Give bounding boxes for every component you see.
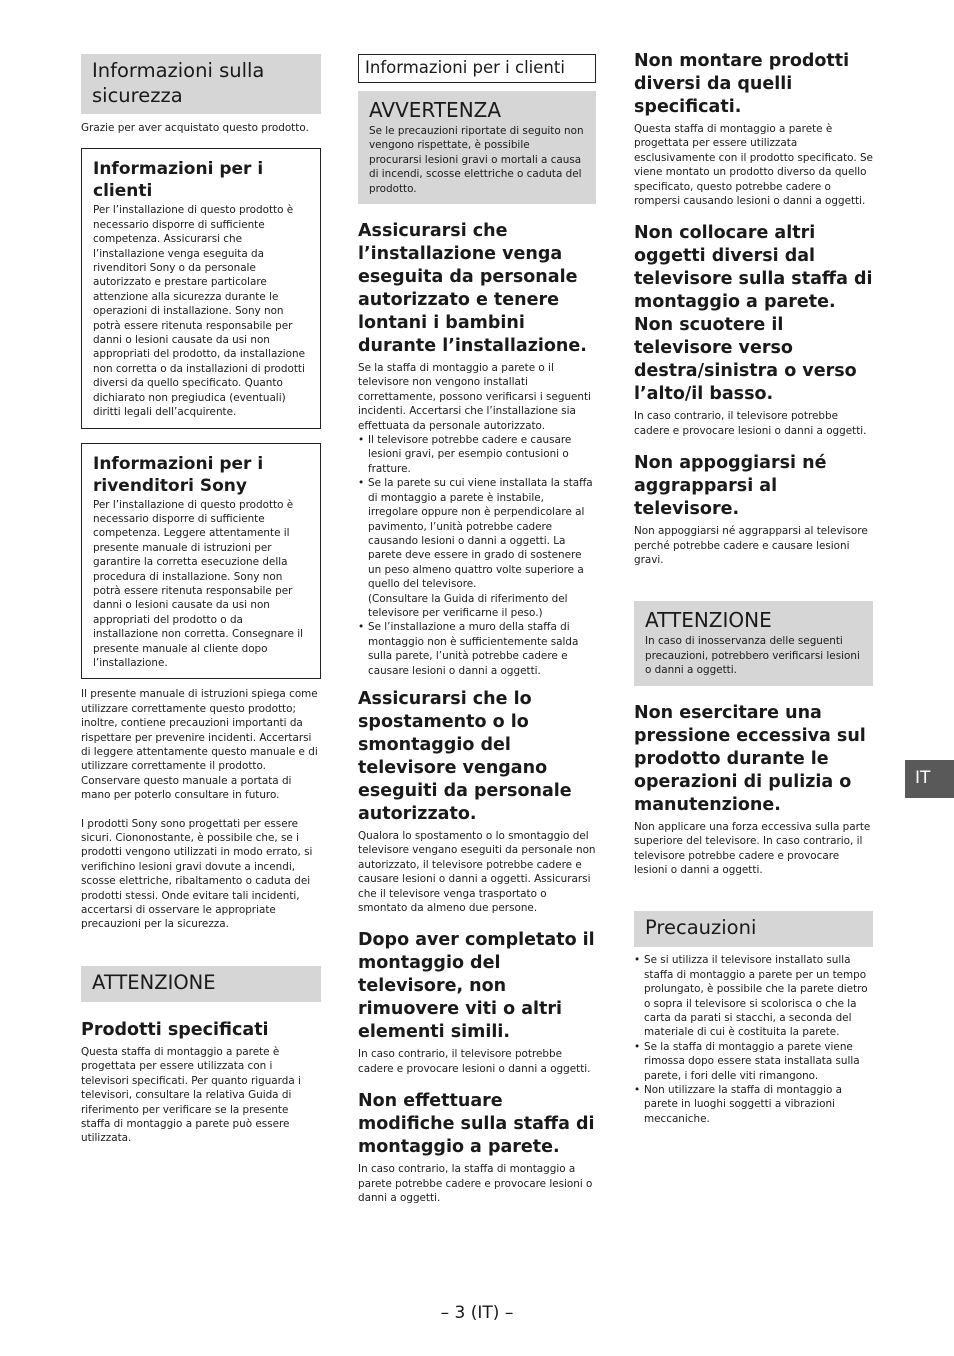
heading-no-other-objects: Non collocare altri oggetti diversi dal televisore sulla staffa di montaggio a parete. bbox=[634, 223, 873, 313]
language-tab-label: IT bbox=[915, 768, 931, 788]
language-tab bbox=[905, 760, 954, 798]
box-info-customers bbox=[81, 148, 321, 428]
heading-no-pressure: Non esercitare una pressione eccessiva sul prodotto durante le operazioni di pulizia o manutenzione. bbox=[634, 702, 866, 815]
intro-text: Grazie per aver acquistato questo prodotto. bbox=[81, 122, 309, 134]
paragraph-sony-safety: I prodotti Sony sono progettati per essere sicuri. Ciononostante, è possibile che, se i prodotti vengono utilizzati in modo errato, si verifichino lesioni gravi dovute a incendi, scosse elettriche, ribaltamento o caduta dei prodotti stessi. Onde evitare tali incidenti, accertarsi di osservare le appropriate precauzioni per la sicurezza. bbox=[81, 817, 313, 931]
list-item: • Se l’installazione a muro della staffa di montaggio non è sufficientemente salda sulla parete, l’unità potrebbe cadere e causare lesioni o danni a oggetti. bbox=[358, 620, 596, 678]
attention-header-left: ATTENZIONE bbox=[81, 966, 321, 1002]
attention-title-right: ATTENZIONE bbox=[645, 608, 772, 633]
text-no-pressure: Non applicare una forza eccessiva sulla parte superiore del televisore. In caso contrario, il televisore potrebbe cadere e provocare lesioni o danni a oggetti. bbox=[634, 820, 871, 876]
list-item: • Se la staffa di montaggio a parete viene rimossa dopo essere stata installata sulla parete, i fori delle viti rimangono. bbox=[634, 1040, 873, 1083]
list-item: • Non utilizzare la staffa di montaggio a parete in luoghi soggetti a vibrazioni meccaniche. bbox=[634, 1083, 873, 1126]
text-no-other-products: Questa staffa di montaggio a parete è progettata per essere utilizzata esclusivamente con il prodotto specificato. Se viene montato un prodotto diverso da quello specificato, questo potrebbe cadere o rompersi causando lesioni o danni a oggetti. bbox=[634, 123, 873, 208]
text-authorized-move: Qualora lo spostamento o lo smontaggio del televisore vengano eseguiti da personale non autorizzato, il televisore potrebbe cadere e causare lesioni o danni a oggetti. Assicurarsi che il televisore venga trasportato o smontato da almeno due persone. bbox=[358, 829, 596, 914]
column-middle bbox=[358, 54, 596, 1205]
heading-no-shake: Non scuotere il televisore verso destra/sinistra o verso l’alto/il basso. bbox=[634, 315, 857, 405]
box-title-dealers: Informazioni per i rivenditori Sony bbox=[93, 453, 264, 496]
text-no-lean: Non appoggiarsi né aggrapparsi al televisore perché potrebbe cadere e causare lesioni gravi. bbox=[634, 525, 868, 567]
column-right bbox=[634, 51, 873, 1126]
list-install-risks bbox=[358, 433, 596, 678]
text-no-modify: In caso contrario, la staffa di montaggio a parete potrebbe cadere e provocare lesioni o danni a oggetti. bbox=[358, 1163, 593, 1205]
box-text-customers: Per l’installazione di questo prodotto è necessario disporre di sufficiente competenza. Assicurarsi che l’installazione venga eseguita da rivenditori Sony o da personale autorizzato e prestare particolare attenzione alla sicurezza durante le operazioni di installazione. Sony non potrà essere ritenuta responsabile per danni o lesioni causate da usi non appropriati del prodotto, da installazione non corretta o da installazioni di prodotti diversi da quello specificato. Quanto dichiarato non pregiudica (eventuali) diritti legali dell’acquirente. bbox=[93, 204, 305, 419]
warning-text: Se le precauzioni riportate di seguito non vengono rispettate, è possibile procurarsi lesioni gravi o mortali a causa di incendi, scosse elettriche o caduta del prodotto. bbox=[369, 125, 584, 195]
text-authorized-install: Se la staffa di montaggio a parete o il televisore non vengono installati correttamente, possono verificarsi i seguenti incidenti. Accertarsi che l’installazione sia effettuata da personale autorizzato. bbox=[358, 362, 591, 432]
attention-text-right: In caso di inosservanza delle seguenti precauzioni, potrebbero verificarsi lesioni o danni a oggetti. bbox=[645, 635, 860, 677]
page-number: – 3 (IT) – bbox=[440, 1303, 514, 1323]
heading-authorized-move: Assicurarsi che lo spostamento o lo smontaggio del televisore vengano eseguiti da personale autorizzato. bbox=[358, 688, 572, 824]
heading-specified-products: Prodotti specificati bbox=[81, 1019, 269, 1040]
label-info-customers: Informazioni per i clienti bbox=[358, 54, 596, 83]
box-info-dealers bbox=[81, 443, 321, 680]
attention-box-right bbox=[634, 601, 873, 685]
precautions-header: Precauzioni bbox=[634, 911, 873, 947]
heading-authorized-install: Assicurarsi che l’installazione venga eseguita da personale autorizzato e tenere lontani i bambini durante l’installazione. bbox=[358, 221, 587, 357]
heading-no-remove-screws: Dopo aver completato il montaggio del televisore, non rimuovere viti o altri elementi simili. bbox=[358, 930, 595, 1043]
heading-no-other-products: Non montare prodotti diversi da quelli specificati. bbox=[634, 51, 850, 117]
list-precautions bbox=[634, 953, 873, 1126]
list-item: • Il televisore potrebbe cadere e causare lesioni gravi, per esempio contusioni o fratture. bbox=[358, 433, 596, 476]
heading-no-lean: Non appoggiarsi né aggrapparsi al televisore. bbox=[634, 453, 827, 520]
box-title-customers: Informazioni per i clienti bbox=[93, 159, 264, 202]
text-specified-products: Questa staffa di montaggio a parete è progettata per essere utilizzata con i televisori specificati. Per quanto riguarda i televisori, consultare la relativa Guida di riferimento per verificare se la presente staffa di montaggio a parete può essere utilizzata. bbox=[81, 1045, 301, 1145]
paragraph-manual: Il presente manuale di istruzioni spiega come utilizzare correttamente questo prodotto; inoltre, contiene precauzioni importanti da rispettare per prevenire incidenti. Accertarsi di leggere attentamente questo manuale e di utilizzare correttamente il prodotto. Conservare questo manuale a portata di mano per poterlo consultare in futuro. bbox=[81, 688, 318, 802]
section-header-safety: Informazioni sulla sicurezza bbox=[81, 54, 321, 114]
list-item: • Se si utilizza il televisore installato sulla staffa di montaggio a parete per un tempo prolungato, è possibile che la parete dietro o sopra il televisore si scolorisca o che la carta da parati si stacchi, a seconda del materiale di cui è costituita la parete. bbox=[634, 953, 873, 1039]
text-no-remove-screws: In caso contrario, il televisore potrebbe cadere e provocare lesioni o danni a oggetti. bbox=[358, 1048, 591, 1075]
warning-title: AVVERTENZA bbox=[369, 98, 502, 122]
warning-box bbox=[358, 91, 596, 204]
heading-no-modify: Non effettuare modifiche sulla staffa di montaggio a parete. bbox=[358, 1091, 595, 1158]
text-no-shake: In caso contrario, il televisore potrebbe cadere e provocare lesioni o danni a oggetti. bbox=[634, 410, 867, 437]
box-text-dealers: Per l’installazione di questo prodotto è necessario disporre di sufficiente competenza. Leggere attentamente il presente manuale di istruzioni per garantire la corretta esecuzione della procedura di installazione. Sony non potrà essere ritenuta responsabile per danni o lesioni causate da usi non appropriati del prodotto o da installazione non corretta. Consegnare il presente manuale al cliente dopo l’installazione. bbox=[93, 498, 304, 669]
list-item: • Se la parete su cui viene installata la staffa di montaggio a parete è instabile, irregolare oppure non è perpendicolare al pavimento, l’unità potrebbe cadere causando lesioni o danni a oggetti. La parete deve essere in grado di sostenere un peso almeno quattro volte superiore a quello del televisore. (Consultare la Guida di riferimento del televisore per verificarne il peso.) bbox=[358, 476, 596, 620]
column-left bbox=[81, 54, 321, 1146]
